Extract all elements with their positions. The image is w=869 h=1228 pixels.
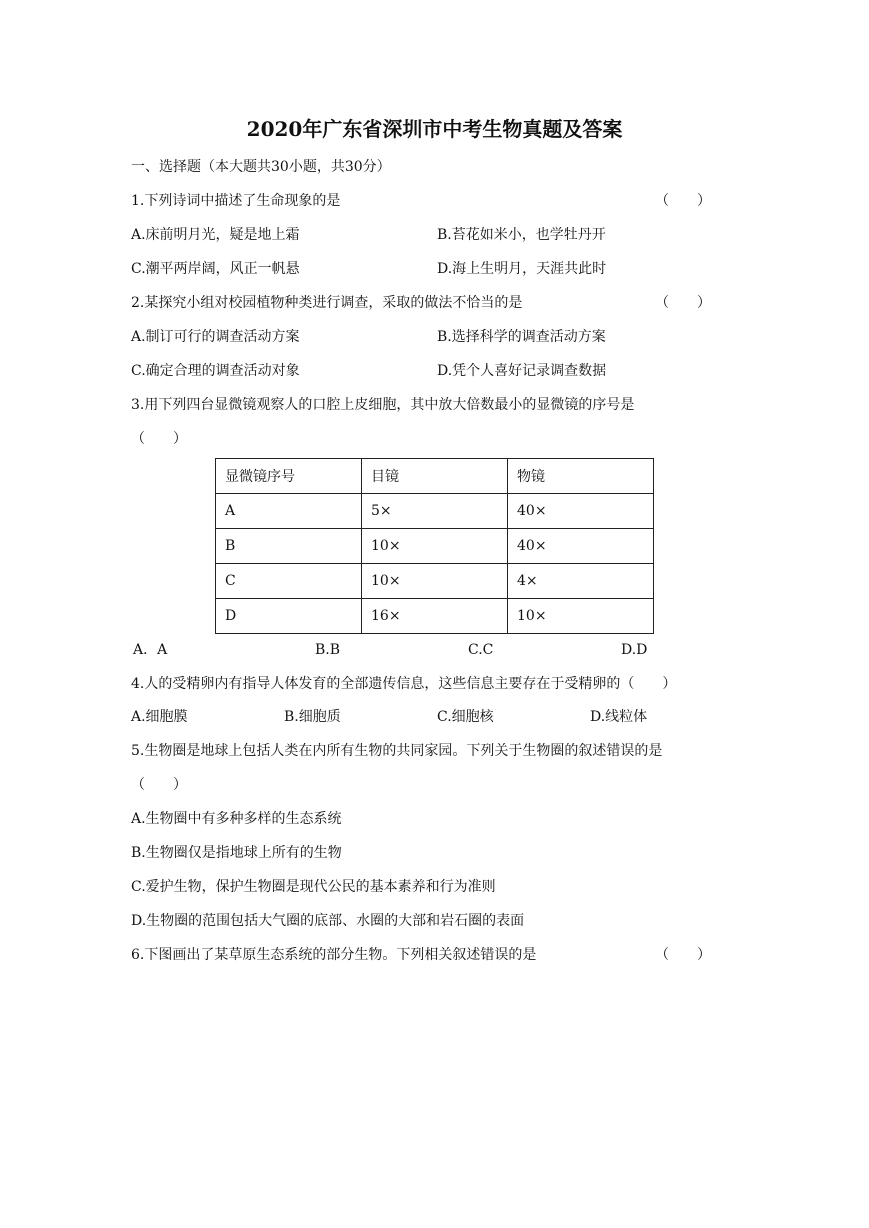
question-2-option-d: D.凭个人喜好记录调查数据 (437, 363, 607, 379)
table-cell: 16× (362, 599, 508, 634)
question-2-option-b: B.选择科学的调查活动方案 (437, 329, 606, 345)
table-row (216, 564, 654, 599)
table-cell: 40× (508, 529, 654, 564)
table-cell: A (216, 494, 362, 529)
table-cell: 10× (508, 599, 654, 634)
table-cell: 5× (362, 494, 508, 529)
table-header-cell: 物镜 (508, 459, 654, 494)
question-1-option-a: A.床前明月光，疑是地上霜 (131, 227, 300, 243)
question-2-stem: 2.某探究小组对校园植物种类进行调查，采取的做法不恰当的是 (131, 295, 523, 311)
question-1-option-d: D.海上生明月，天涯共此时 (437, 261, 607, 277)
question-1-option-c: C.潮平两岸阔，风正一帆悬 (131, 261, 300, 277)
question-4-option-d: D.线粒体 (590, 709, 648, 725)
question-2-option-c: C.确定合理的调查活动对象 (131, 363, 300, 379)
question-5-option-d: D.生物圈的范围包括大气圈的底部、水圈的大部和岩石圈的表面 (131, 913, 525, 929)
table-cell: 40× (508, 494, 654, 529)
table-row (216, 529, 654, 564)
question-2-answer-blank: （ ） (655, 295, 711, 311)
question-3-option-b: B.B (315, 642, 341, 658)
question-4-option-a: A.细胞膜 (131, 709, 188, 725)
question-1-answer-blank: （ ） (655, 193, 711, 209)
table-cell: D (216, 599, 362, 634)
question-4-option-c: C.细胞核 (437, 709, 494, 725)
question-3-stem: 3.用下列四台显微镜观察人的口腔上皮细胞，其中放大倍数最小的显微镜的序号是 (131, 397, 635, 413)
table-cell: 4× (508, 564, 654, 599)
table-cell: 10× (362, 564, 508, 599)
question-3-option-a: A．A (133, 642, 168, 658)
section-heading: 一、选择题（本大题共30小题，共30分） (131, 159, 391, 175)
question-6-stem: 6.下图画出了某草原生态系统的部分生物。下列相关叙述错误的是 (131, 947, 537, 963)
table-header-row (216, 459, 654, 494)
page-title: 2020年广东省深圳市中考生物真题及答案 (246, 117, 623, 141)
question-6-answer-blank: （ ） (655, 947, 711, 963)
question-5-option-b: B.生物圈仅是指地球上所有的生物 (131, 845, 342, 861)
table-header-cell: 显微镜序号 (216, 459, 362, 494)
question-5-stem: 5.生物圈是地球上包括人类在内所有生物的共同家园。下列关于生物圈的叙述错误的是 (131, 743, 663, 759)
question-3-option-d: D.D (621, 642, 648, 658)
question-5-answer-blank: （ ） (131, 777, 187, 793)
question-5-option-c: C.爱护生物，保护生物圈是现代公民的基本素养和行为准则 (131, 879, 496, 895)
question-2-option-a: A.制订可行的调查活动方案 (131, 329, 300, 345)
question-4-stem: 4.人的受精卵内有指导人体发育的全部遗传信息，这些信息主要存在于受精卵的（ ） (131, 676, 677, 692)
table-cell: C (216, 564, 362, 599)
microscope-table (215, 458, 654, 634)
question-1-option-b: B.苔花如米小，也学牡丹开 (437, 227, 606, 243)
table-header-cell: 目镜 (362, 459, 508, 494)
question-3-option-c: C.C (468, 642, 494, 658)
question-5-option-a: A.生物圈中有多种多样的生态系统 (131, 811, 342, 827)
table-row (216, 494, 654, 529)
table-cell: 10× (362, 529, 508, 564)
question-3-answer-blank: （ ） (131, 431, 187, 447)
table-row (216, 599, 654, 634)
table-cell: B (216, 529, 362, 564)
question-4-option-b: B.细胞质 (284, 709, 341, 725)
question-1-stem: 1.下列诗词中描述了生命现象的是 (131, 193, 341, 209)
